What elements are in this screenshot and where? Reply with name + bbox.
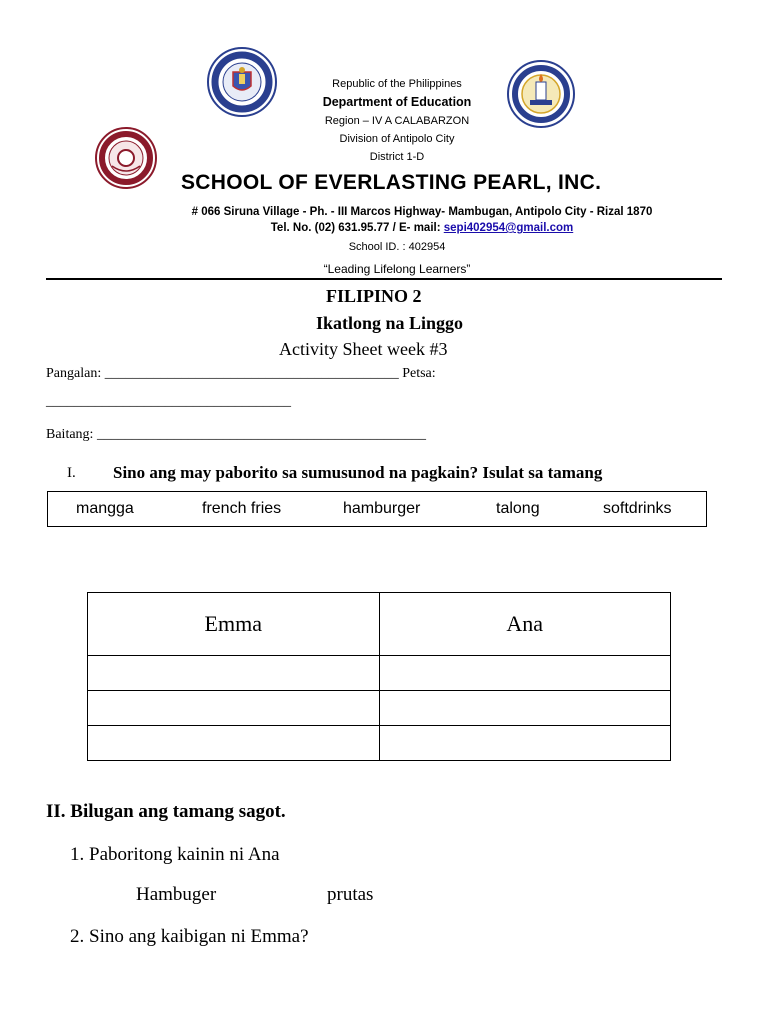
- header-line-district: District 1-D: [369, 151, 425, 163]
- q1-option-prutas[interactable]: prutas: [327, 884, 374, 905]
- answer-cell[interactable]: [88, 726, 380, 761]
- school-name: SCHOOL OF EVERLASTING PEARL, INC.: [181, 171, 602, 194]
- part1-number: I.: [67, 465, 76, 481]
- answer-cell[interactable]: [88, 656, 380, 691]
- name-line[interactable]: __________________________________________: [104, 366, 399, 381]
- sheet-title: Activity Sheet week #3: [279, 339, 448, 359]
- school-contact: [0, 222, 768, 234]
- word-bank: [47, 491, 707, 527]
- grade-field: [46, 427, 426, 443]
- answer-cell[interactable]: [88, 691, 380, 726]
- word-bank-item: hamburger: [343, 500, 421, 517]
- contact-text: Tel. No. (02) 631.95.77 / E- mail:: [270, 222, 444, 234]
- week-title: Ikatlong na Linggo: [316, 313, 464, 333]
- school-id: School ID. : 402954: [348, 241, 446, 253]
- school-motto: “Leading Lifelong Learners”: [323, 262, 471, 276]
- answer-cell[interactable]: [379, 691, 671, 726]
- header-line-republic: Republic of the Philippines: [332, 78, 462, 90]
- subject-title: FILIPINO 2: [326, 286, 422, 306]
- date-label: Petsa:: [402, 366, 436, 381]
- part2-heading: II. Bilugan ang tamang sagot.: [46, 801, 286, 822]
- date-line[interactable]: ___________________________________: [46, 394, 291, 409]
- answer-table: [87, 592, 671, 761]
- name-label: Pangalan:: [46, 366, 102, 381]
- word-bank-item: mangga: [76, 500, 134, 517]
- question-1: 1. Paboritong kainin ni Ana: [70, 844, 280, 865]
- word-bank-item: french fries: [202, 500, 282, 517]
- q1-option-hambuger[interactable]: Hambuger: [136, 884, 217, 905]
- word-bank-item: softdrinks: [603, 500, 672, 517]
- answer-cell[interactable]: [379, 656, 671, 691]
- table-header-emma: Emma: [88, 593, 380, 656]
- question-2: 2. Sino ang kaibigan ni Emma?: [70, 926, 309, 947]
- grade-line[interactable]: _______________________________________________: [96, 427, 426, 442]
- header-line-division: Division of Antipolo City: [339, 133, 455, 145]
- part1-instruction: Sino ang may paborito sa sumusunod na pagkain? Isulat sa tamang: [113, 463, 603, 482]
- header-divider: [46, 278, 722, 280]
- grade-label: Baitang:: [46, 427, 94, 442]
- name-field: [46, 366, 436, 382]
- word-bank-item: talong: [496, 500, 540, 517]
- email-link[interactable]: sepi402954@gmail.com: [443, 222, 574, 234]
- header-line-deped: Department of Education: [322, 95, 472, 109]
- answer-cell[interactable]: [379, 726, 671, 761]
- school-address: # 066 Siruna Village - Ph. - III Marcos Highway- Mambugan, Antipolo City - Rizal 1870: [191, 206, 653, 218]
- table-header-ana: Ana: [379, 593, 671, 656]
- header-line-region: Region – IV A CALABARZON: [324, 115, 470, 127]
